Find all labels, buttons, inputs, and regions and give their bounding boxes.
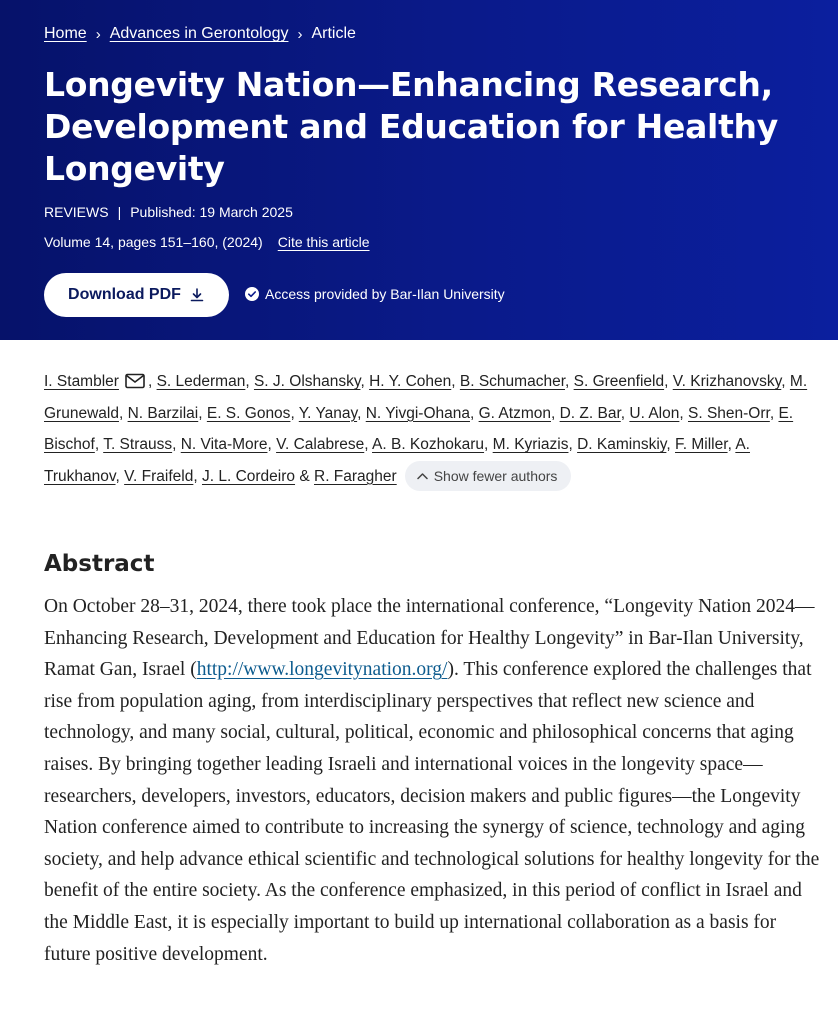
abstract-text-part: ). This conference explored the challenges that rise from population aging, from interdisciplinary perspectives that reflect new science and technology, and many social, cultural, political, economic and philosophical concerns that aging raises. By bringing together leading Israeli and international voices in the longevity space—researchers, developers, investors, educators, decision makers and public figures—the Longevity Nation conference aimed to contribute to increasing the synergy of science, technology and aging society, and help advance ethical scientific and technological solutions for healthy longevity for the benefit of the entire society. As the conference emphasized, in this period of conflict in Israel and the Middle East, it is especially important to build up international collaboration as a basis for future positive development. bbox=[44, 659, 820, 965]
author-link[interactable]: V. Fraifeld bbox=[124, 467, 194, 485]
abstract-text-part: On October 28–31, 2024, there took place the international conference, “Longevity Nation 2024— Enhancing Research, Development and Education for Healthy Longevity” in Bar-Ilan University, Ramat Gan, Israel ( bbox=[44, 596, 815, 681]
author-link[interactable]: S. Shen-Orr bbox=[688, 404, 770, 422]
article-title: Longevity Nation—Enhancing Research, Development and Education for Healthy Longevity bbox=[44, 65, 778, 188]
author-link[interactable]: I. Stambler bbox=[44, 373, 119, 390]
download-icon bbox=[189, 287, 205, 303]
author-link[interactable]: D. Z. Bar bbox=[559, 404, 621, 422]
show-fewer-authors-button[interactable] bbox=[405, 461, 572, 491]
author-link[interactable]: S. J. Olshansky bbox=[253, 373, 361, 390]
published-date: Published: 19 March 2025 bbox=[130, 204, 293, 220]
download-pdf-label: Download PDF bbox=[68, 286, 181, 303]
author-link[interactable]: S. Greenfield bbox=[573, 373, 665, 390]
article-meta bbox=[44, 204, 293, 220]
author-link[interactable]: N. Vita-More bbox=[180, 436, 268, 453]
author-link[interactable]: N. Yivgi-Ohana bbox=[365, 404, 470, 422]
author-link[interactable]: E. Bischof bbox=[44, 404, 794, 453]
abstract-body bbox=[44, 591, 824, 970]
author-link[interactable]: Y. Yanay bbox=[298, 404, 358, 422]
author-link[interactable]: M. Grunewald bbox=[44, 373, 808, 422]
check-circle-icon bbox=[245, 287, 259, 301]
abstract-heading: Abstract bbox=[44, 551, 155, 577]
breadcrumb-current: Article bbox=[311, 25, 356, 42]
author-link[interactable]: J. L. Cordeiro bbox=[201, 467, 296, 485]
meta-divider: | bbox=[117, 204, 122, 220]
chevron-right-icon: › bbox=[297, 25, 303, 43]
chevron-up-icon bbox=[417, 472, 428, 480]
author-conjunction: & bbox=[299, 467, 310, 485]
article-type: REVIEWS bbox=[44, 204, 109, 220]
access-text: Access provided by Bar-Ilan University bbox=[265, 286, 505, 302]
envelope-icon[interactable] bbox=[125, 373, 145, 389]
author-link[interactable]: E. S. Gonos bbox=[206, 404, 291, 422]
author-link[interactable]: U. Alon bbox=[629, 404, 680, 422]
article-header bbox=[0, 0, 838, 340]
author-link[interactable]: H. Y. Cohen bbox=[369, 373, 452, 390]
conference-website-link[interactable]: http://www.longevitynation.org/ bbox=[196, 659, 448, 681]
author-link[interactable]: A. Trukhanov bbox=[44, 436, 750, 485]
author-link[interactable]: B. Schumacher bbox=[459, 373, 565, 390]
author-link[interactable]: F. Miller bbox=[675, 436, 728, 453]
author-link[interactable]: V. Calabrese bbox=[276, 436, 365, 453]
author-link[interactable]: G. Atzmon bbox=[478, 404, 551, 422]
download-pdf-button[interactable] bbox=[44, 273, 229, 317]
breadcrumb bbox=[44, 25, 356, 43]
author-link[interactable]: A. B. Kozhokaru bbox=[372, 436, 485, 453]
author-link[interactable]: V. Krizhanovsky bbox=[672, 373, 782, 390]
chevron-right-icon: › bbox=[95, 25, 101, 43]
author-link[interactable]: D. Kaminskiy bbox=[577, 436, 667, 453]
breadcrumb-home-link[interactable]: Home bbox=[44, 25, 87, 42]
author-link[interactable]: R. Faragher bbox=[314, 467, 397, 485]
article-citation-meta bbox=[44, 234, 370, 250]
access-notice bbox=[245, 286, 505, 302]
author-link[interactable]: N. Barzilai bbox=[127, 404, 199, 422]
author-link[interactable]: S. Lederman bbox=[156, 373, 246, 390]
breadcrumb-journal-link[interactable]: Advances in Gerontology bbox=[109, 25, 289, 42]
author-list: I. Stambler , S. Lederman, S. J. Olshansky, H. Y. Cohen, B. Schumacher, S. Greenfield, V. Krizhanovsky, M. Grunewald, N. Barzilai, E. S. Gonos, Y. Yanay, N. Yivgi-Ohana, G. Atzmon, D. Z. Bar, U. Alon, S. Shen-Orr, E. Bischof, T. Strauss, N. Vita-More, V. Calabrese, A. B. Kozhokaru, M. Kyriazis, D. Kaminskiy, F. Miller, A. Trukhanov, V. Fraifeld, J. L. Cordeiro & R. Faragher Show fewer authors bbox=[44, 366, 814, 492]
volume-info: Volume 14, pages 151–160, (2024) bbox=[44, 234, 263, 250]
show-fewer-label: Show fewer authors bbox=[433, 467, 558, 484]
author-link[interactable]: M. Kyriazis bbox=[492, 436, 569, 453]
cite-article-link[interactable]: Cite this article bbox=[277, 234, 370, 250]
author-link[interactable]: T. Strauss bbox=[103, 436, 173, 453]
